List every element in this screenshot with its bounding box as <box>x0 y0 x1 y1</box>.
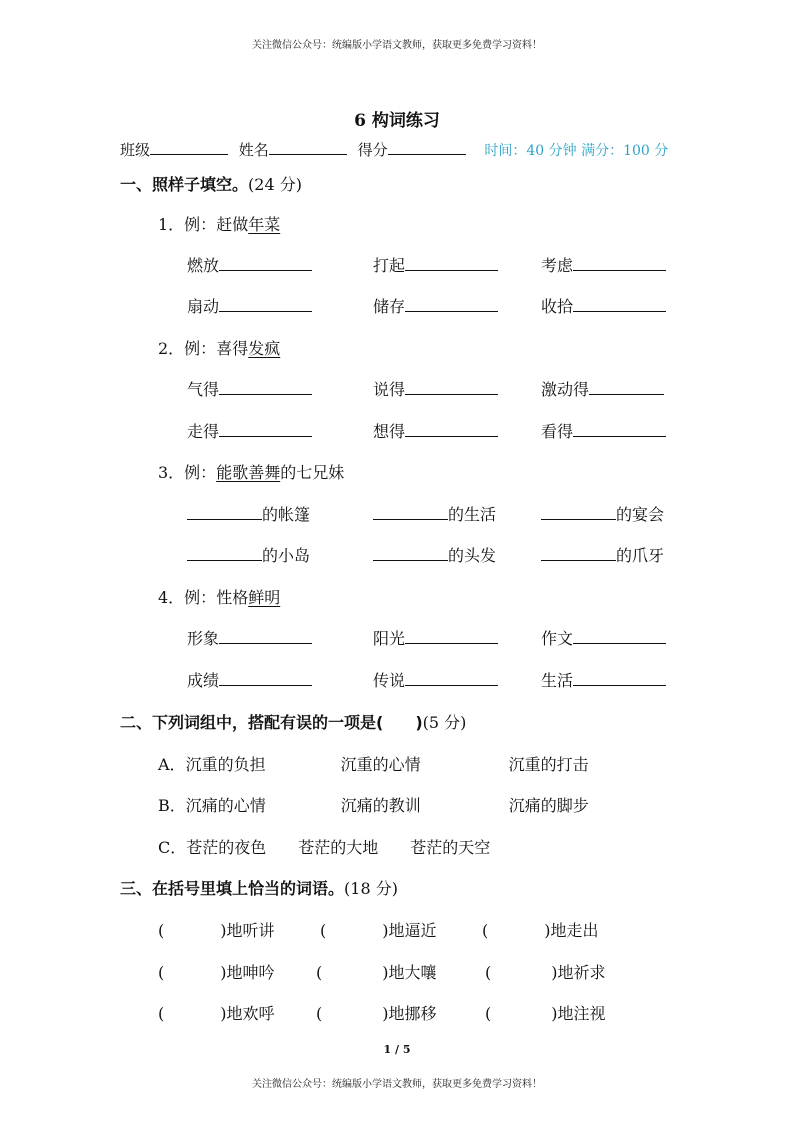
page-title: 6 构词练习 <box>354 111 440 131</box>
q4-example <box>158 585 280 608</box>
answer-blank[interactable] <box>541 505 616 520</box>
q3-example <box>158 460 344 483</box>
choice-label: B． <box>158 796 186 815</box>
q1-word: 储存 <box>373 297 406 316</box>
q2-example-word: 发疯 <box>248 339 281 358</box>
page-number: 1 / 5 <box>383 1043 411 1056</box>
q1-item <box>187 294 312 317</box>
score-field <box>358 139 466 160</box>
fill-word: 地听讲 <box>226 921 275 940</box>
q2-item <box>373 377 498 400</box>
q4-item <box>541 626 666 649</box>
q4-prefix: 性格 <box>216 588 249 607</box>
q1-item <box>187 253 312 276</box>
name-blank[interactable] <box>269 140 347 155</box>
score-blank[interactable] <box>388 140 466 155</box>
fill-item[interactable]: ( )地逼近 <box>320 921 437 940</box>
answer-blank[interactable] <box>589 380 664 395</box>
q4-word: 传说 <box>373 671 406 690</box>
q3-suffix: 的七兄妹 <box>280 463 345 482</box>
answer-blank[interactable] <box>405 629 498 644</box>
answer-blank[interactable] <box>573 671 666 686</box>
q1-word: 扇动 <box>187 297 220 316</box>
answer-blank[interactable] <box>405 256 498 271</box>
choice-item: 苍茫的夜色 <box>186 838 267 857</box>
q2-example <box>158 336 280 359</box>
choice-a[interactable] <box>158 752 589 775</box>
q3-item <box>373 502 496 525</box>
q4-item <box>541 668 666 691</box>
class-label: 班级 <box>120 141 151 159</box>
q4-word: 形象 <box>187 629 220 648</box>
q3-item <box>187 543 310 566</box>
q4-item <box>373 668 498 691</box>
q2-word: 激动得 <box>541 380 590 399</box>
q2-item <box>373 419 498 442</box>
fill-item[interactable]: ( )地大嚷 <box>316 963 437 982</box>
fill-word: 地欢呼 <box>226 1004 275 1023</box>
q3-word: 的爪牙 <box>616 546 665 565</box>
q3-word: 的帐篷 <box>262 505 311 524</box>
q4-item <box>187 626 312 649</box>
choice-b[interactable] <box>158 793 589 816</box>
choice-item: 沉重的负担 <box>185 755 266 774</box>
name-label: 姓名 <box>238 141 269 159</box>
q1-word: 燃放 <box>187 256 220 275</box>
q1-prefix: 赶做 <box>216 215 249 234</box>
answer-blank[interactable] <box>541 546 616 561</box>
section-1-heading <box>120 172 302 195</box>
answer-blank[interactable] <box>219 422 312 437</box>
fill-item[interactable]: ( )地听讲 <box>158 921 275 940</box>
choice-item: 沉重的打击 <box>508 755 589 774</box>
answer-blank[interactable] <box>573 297 666 312</box>
q2-word: 说得 <box>373 380 406 399</box>
q1-item <box>373 294 498 317</box>
q4-item <box>187 668 312 691</box>
q2-number: 2．例： <box>158 339 217 358</box>
q3-word: 的宴会 <box>616 505 665 524</box>
choice-item: 沉痛的脚步 <box>508 796 589 815</box>
q2-prefix: 喜得 <box>216 339 249 358</box>
fill-word: 地走出 <box>550 921 599 940</box>
q1-item <box>373 253 498 276</box>
section-2-heading <box>120 710 466 733</box>
q4-word: 作文 <box>541 629 574 648</box>
answer-blank[interactable] <box>573 629 666 644</box>
page-header: 关注微信公众号：统编版小学语文教师，获取更多免费学习资料！ <box>252 40 542 51</box>
q1-word: 打起 <box>373 256 406 275</box>
section-3-heading <box>120 876 398 899</box>
q2-word: 走得 <box>187 422 220 441</box>
q4-word: 生活 <box>541 671 574 690</box>
q2-word: 看得 <box>541 422 574 441</box>
q1-example-word: 年菜 <box>248 215 281 234</box>
answer-blank[interactable] <box>405 297 498 312</box>
fill-item[interactable]: ( )地欢呼 <box>158 1004 275 1023</box>
q2-item <box>541 377 664 400</box>
choice-item: 沉痛的教训 <box>340 796 421 815</box>
section-1-score: (24 分) <box>248 175 302 194</box>
q4-example-word: 鲜明 <box>248 588 281 607</box>
q3-item <box>373 543 496 566</box>
time-info: 时间：40 分钟 满分：100 分 <box>484 143 669 159</box>
choice-item: 沉重的心情 <box>340 755 421 774</box>
answer-blank[interactable] <box>219 256 312 271</box>
section-3-title: 三、在括号里填上恰当的词语。 <box>120 879 345 898</box>
choice-c[interactable] <box>158 835 490 858</box>
q3-example-word: 能歌善舞 <box>216 463 281 482</box>
fill-word: 地大嚷 <box>388 963 437 982</box>
q3-item <box>187 502 310 525</box>
choice-label: C． <box>158 838 187 857</box>
q1-number: 1．例： <box>158 215 217 234</box>
q3-item <box>541 502 664 525</box>
choice-item: 苍茫的大地 <box>298 838 379 857</box>
answer-blank[interactable] <box>573 422 666 437</box>
q2-item <box>541 419 666 442</box>
q3-word: 的头发 <box>448 546 497 565</box>
q3-word: 的小岛 <box>262 546 311 565</box>
answer-blank[interactable] <box>219 297 312 312</box>
q2-item <box>187 377 312 400</box>
section-3-score: (18 分) <box>344 879 398 898</box>
q1-example <box>158 212 280 235</box>
answer-blank[interactable] <box>405 422 498 437</box>
q1-word: 考虑 <box>541 256 574 275</box>
fill-item[interactable]: ( )地呻吟 <box>158 963 275 982</box>
fill-word: 地祈求 <box>557 963 606 982</box>
q4-word: 成绩 <box>187 671 220 690</box>
fill-item[interactable]: ( )地走出 <box>482 921 599 940</box>
q4-number: 4．例： <box>158 588 217 607</box>
info-line <box>120 139 668 160</box>
class-field <box>120 139 228 160</box>
q3-item <box>541 543 664 566</box>
q4-item <box>373 626 498 649</box>
answer-blank[interactable] <box>219 671 312 686</box>
score-label: 得分 <box>357 141 388 159</box>
name-field <box>239 139 347 160</box>
section-2-score: (5 分) <box>422 713 467 732</box>
q2-item <box>187 419 312 442</box>
answer-blank[interactable] <box>219 629 312 644</box>
class-blank[interactable] <box>150 140 228 155</box>
answer-blank[interactable] <box>373 505 448 520</box>
choice-item: 苍茫的天空 <box>410 838 491 857</box>
fill-item[interactable]: ( )地挪移 <box>316 1004 437 1023</box>
answer-blank[interactable] <box>219 380 312 395</box>
answer-blank[interactable] <box>405 671 498 686</box>
answer-blank[interactable] <box>405 380 498 395</box>
fill-word: 地呻吟 <box>226 963 275 982</box>
fill-item[interactable]: ( )地祈求 <box>485 963 606 982</box>
q4-word: 阳光 <box>373 629 406 648</box>
fill-item[interactable]: ( )地注视 <box>485 1004 606 1023</box>
fill-word: 地挪移 <box>388 1004 437 1023</box>
q2-word: 想得 <box>373 422 406 441</box>
choice-item: 沉痛的心情 <box>185 796 266 815</box>
q2-word: 气得 <box>187 380 220 399</box>
q1-item <box>541 294 666 317</box>
answer-blank[interactable] <box>373 546 448 561</box>
answer-blank[interactable] <box>187 505 262 520</box>
answer-blank[interactable] <box>187 546 262 561</box>
answer-blank[interactable] <box>573 256 666 271</box>
fill-word: 地注视 <box>557 1004 606 1023</box>
section-1-title: 一、照样子填空。 <box>120 175 249 194</box>
q3-word: 的生活 <box>448 505 497 524</box>
fill-word: 地逼近 <box>388 921 437 940</box>
q1-item <box>541 253 666 276</box>
q1-word: 收拾 <box>541 297 574 316</box>
section-2-title: 二、下列词组中，搭配有误的一项是( ) <box>120 713 423 732</box>
choice-label: A． <box>158 755 186 774</box>
q3-number: 3．例： <box>158 463 217 482</box>
page-footer: 关注微信公众号：统编版小学语文教师，获取更多免费学习资料！ <box>252 1079 542 1090</box>
